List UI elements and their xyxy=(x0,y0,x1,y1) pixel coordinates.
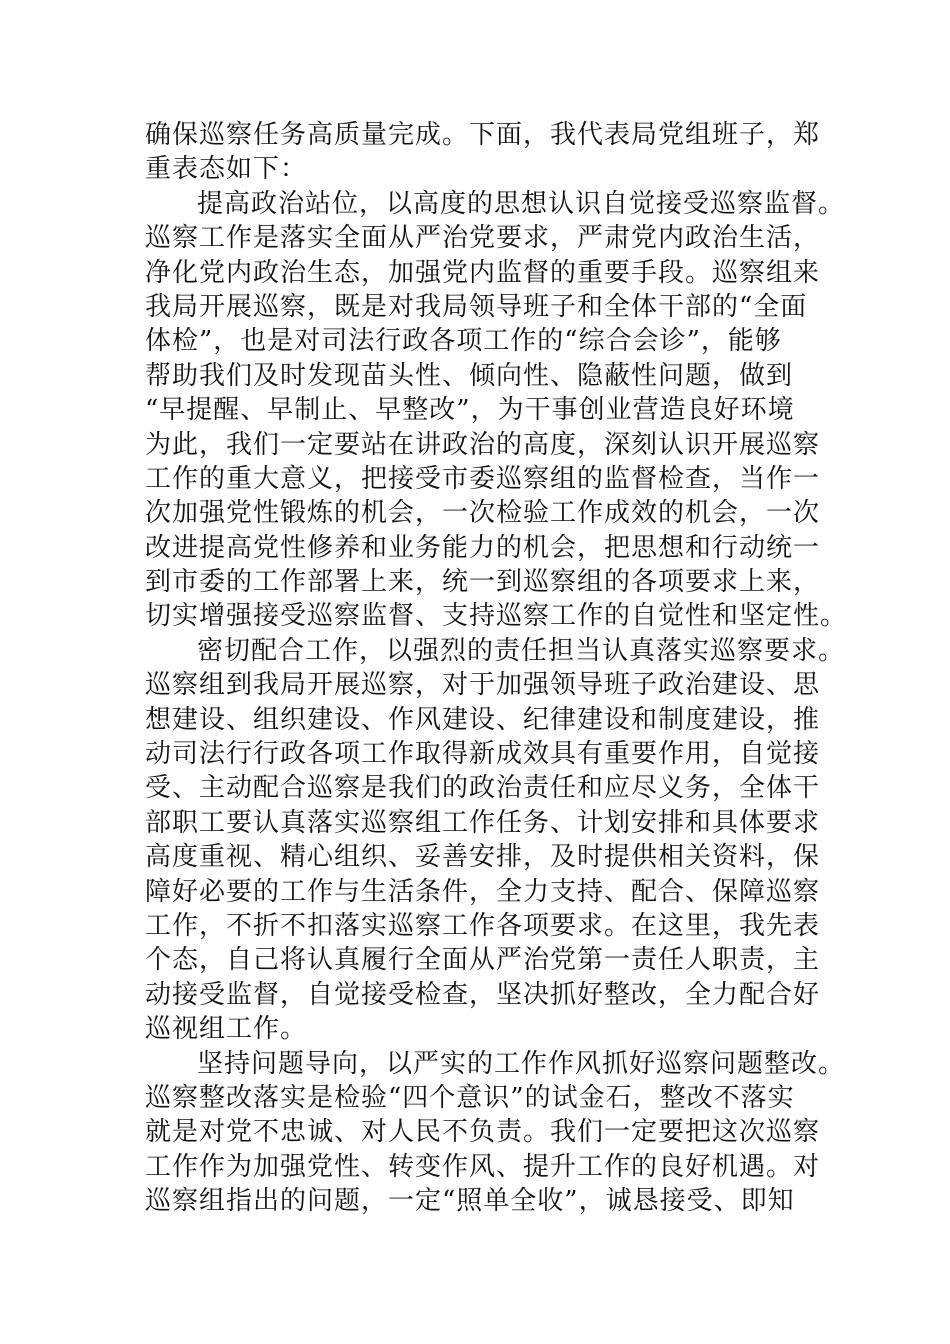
text-line: 重表态如下： xyxy=(145,154,308,185)
text-line: 确保巡察任务高质量完成。下面，我代表局党组班子，郑 xyxy=(145,120,821,150)
text-line: 巡察整改落实是检验“四个意识”的试金石，整改不落实 xyxy=(145,1082,795,1113)
text-line: 巡察组指出的问题，一定“照单全收”，诚恳接受、即知 xyxy=(145,1186,795,1217)
text-line: 高度重视、精心组织、妥善安排，及时提供相关资料，保 xyxy=(145,842,821,873)
text-line: 部职工要认真落实巡察组工作任务、计划安排和具体要求 xyxy=(145,807,821,838)
text-line: 想建设、组织建设、作风建设、纪律建设和制度建设，推 xyxy=(145,704,821,735)
paragraph-heading-line: 提高政治站位，以高度的思想认识自觉接受巡察监督。 xyxy=(197,188,846,219)
text-line: 就是对党不忠诚、对人民不负责。我们一定要把这次巡察 xyxy=(145,1117,821,1148)
text-line: 障好必要的工作与生活条件，全力支持、配合、保障巡察 xyxy=(145,876,821,907)
text-line: 动司法行行政各项工作取得新成效具有重要作用，自觉接 xyxy=(145,739,821,770)
text-line: 体检”，也是对司法行政各项工作的“综合会诊”，能够 xyxy=(145,326,782,357)
text-line: 帮助我们及时发现苗头性、倾向性、隐蔽性问题，做到 xyxy=(145,360,794,391)
text-line: 工作，不折不扣落实巡察工作各项要求。在这里，我先表 xyxy=(145,910,821,941)
text-line: 我局开展巡察，既是对我局领导班子和全体干部的“全面 xyxy=(145,291,808,322)
text-line: 巡察工作是落实全面从严治党要求，严肃党内政治生活， xyxy=(145,223,821,254)
text-line: 个态，自己将认真履行全面从严治党第一责任人职责，主 xyxy=(145,945,821,976)
text-line: “早提醒、早制止、早整改”，为干事创业营造良好环境 xyxy=(145,395,795,426)
text-line: 巡察组到我局开展巡察，对于加强领导班子政治建设、思 xyxy=(145,670,821,701)
text-line: 动接受监督，自觉接受检查，坚决抓好整改，全力配合好 xyxy=(145,979,821,1010)
text-line: 巡视组工作。 xyxy=(145,1014,308,1045)
text-line: 次加强党性锻炼的机会，一次检验工作成效的机会，一次 xyxy=(145,498,821,529)
text-line: 切实增强接受巡察监督、支持巡察工作的自觉性和坚定性。 xyxy=(145,601,848,632)
text-line: 改进提高党性修养和业务能力的机会，把思想和行动统一 xyxy=(145,532,821,563)
paragraph-heading-line: 密切配合工作，以强烈的责任担当认真落实巡察要求。 xyxy=(197,635,846,666)
text-line: 为此，我们一定要站在讲政治的高度，深刻认识开展巡察 xyxy=(145,429,821,460)
text-line: 工作作为加强党性、转变作风、提升工作的良好机遇。对 xyxy=(145,1151,821,1182)
text-line: 到市委的工作部署上来，统一到巡察组的各项要求上来， xyxy=(145,567,821,598)
text-line: 净化党内政治生态，加强党内监督的重要手段。巡察组来 xyxy=(145,257,821,288)
paragraph-heading-line: 坚持问题导向，以严实的工作作风抓好巡察问题整改。 xyxy=(197,1048,846,1079)
text-line: 受、主动配合巡察是我们的政治责任和应尽义务，全体干 xyxy=(145,773,821,804)
body-text xyxy=(145,118,848,1219)
text-line: 工作的重大意义，把接受市委巡察组的监督检查，当作一 xyxy=(145,463,821,494)
